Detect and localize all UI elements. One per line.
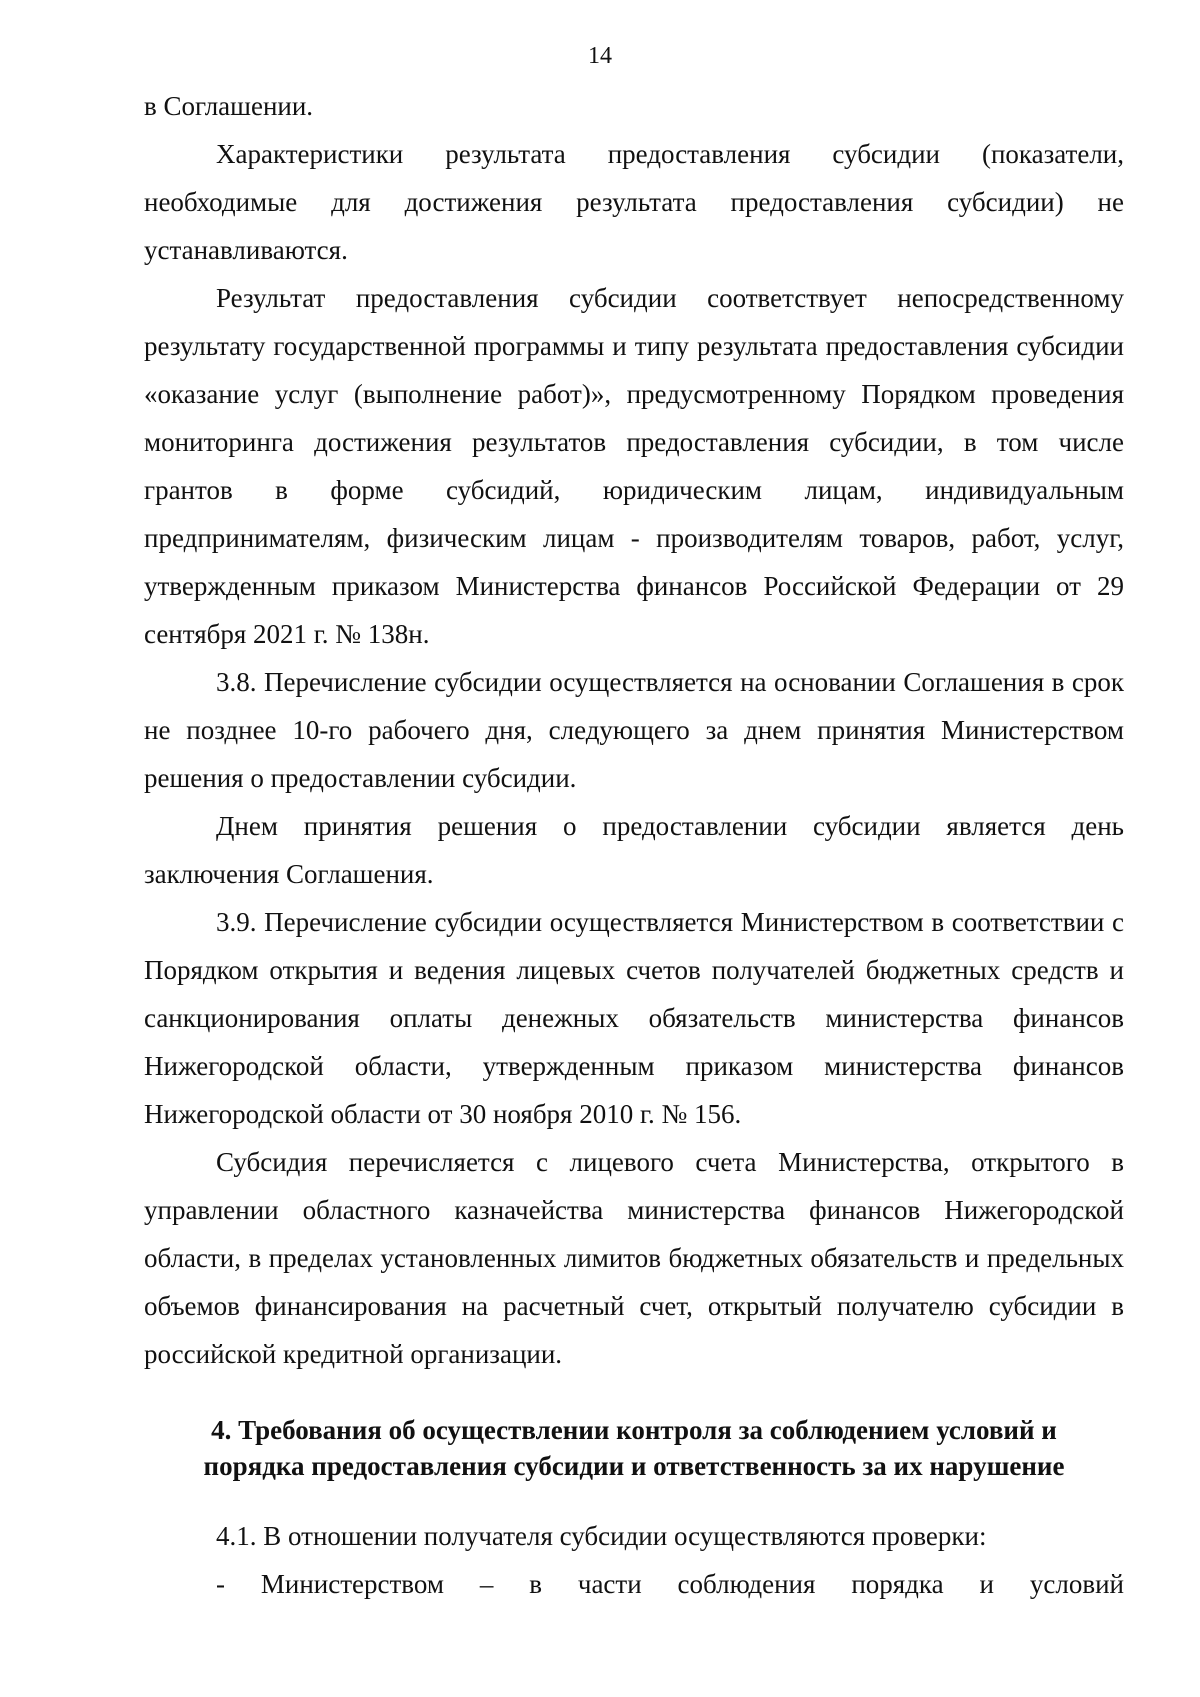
dash-word: Министерством — [260, 1569, 444, 1599]
paragraph-4-1: 4.1. В отношении получателя субсидии осуществляются проверки: — [216, 1521, 987, 1551]
paragraph-intro-tail: в Соглашении. — [144, 91, 314, 121]
list-item-ministry-checks — [144, 1560, 1124, 1608]
document-body — [144, 82, 1124, 1608]
section-4-heading: 4. Требования об осуществлении контроля за соблюдением условий и порядка предоставления субсидии и ответственность за их нарушение — [203, 1415, 1065, 1481]
dash-word: и — [979, 1569, 994, 1599]
dash-word: в — [529, 1569, 542, 1599]
dash-word: – — [479, 1569, 494, 1599]
dash-word: порядка — [851, 1569, 944, 1599]
dash-word: условий — [1029, 1569, 1124, 1599]
dash-word: - — [216, 1569, 225, 1599]
paragraph-transfer-account: Субсидия перечисляется с лицевого счета Министерства, открытого в управлении областного казначейства министерства финансов Нижегородской области, в пределах установленных лимитов бюджетных обязательств и предельных объемов финансирования на расчетный счет, открытый получателю субсидии в российской кредитной организации. — [144, 1147, 1124, 1369]
paragraph-result-description: Результат предоставления субсидии соответствует непосредственному результату государственной программы и типу результата предоставления субсидии «оказание услуг (выполнение работ)», предусмотренному Порядком проведения мониторинга достижения результатов предоставления субсидии, в том числе грантов в форме субсидий, юридическим лицам, индивидуальным предпринимателям, физическим лицам - производителям товаров, работ, услуг, утвержденным приказом Министерства финансов Российской Федерации от 29 сентября 2021 г. № 138н. — [144, 283, 1124, 649]
paragraph-3-8: 3.8. Перечисление субсидии осуществляется на основании Соглашения в срок не позднее 10-го рабочего дня, следующего за днем принятия Министерством решения о предоставлении субсидии. — [144, 667, 1124, 793]
paragraph-3-9: 3.9. Перечисление субсидии осуществляется Министерством в соответствии с Порядком открытия и ведения лицевых счетов получателей бюджетных средств и санкционирования оплаты денежных обязательств министерства финансов Нижегородской области, утвержденным приказом министерства финансов Нижегородской области от 30 ноября 2010 г. № 156. — [144, 907, 1124, 1129]
dash-word: соблюдения — [677, 1569, 816, 1599]
paragraph-decision-day: Днем принятия решения о предоставлении субсидии является день заключения Соглашения. — [144, 811, 1124, 889]
dash-word: части — [577, 1569, 642, 1599]
paragraph-result-characteristics: Характеристики результата предоставления субсидии (показатели, необходимые для достижения результата предоставления субсидии) не устанавливаются. — [144, 139, 1124, 265]
page-number: 14 — [588, 43, 612, 69]
